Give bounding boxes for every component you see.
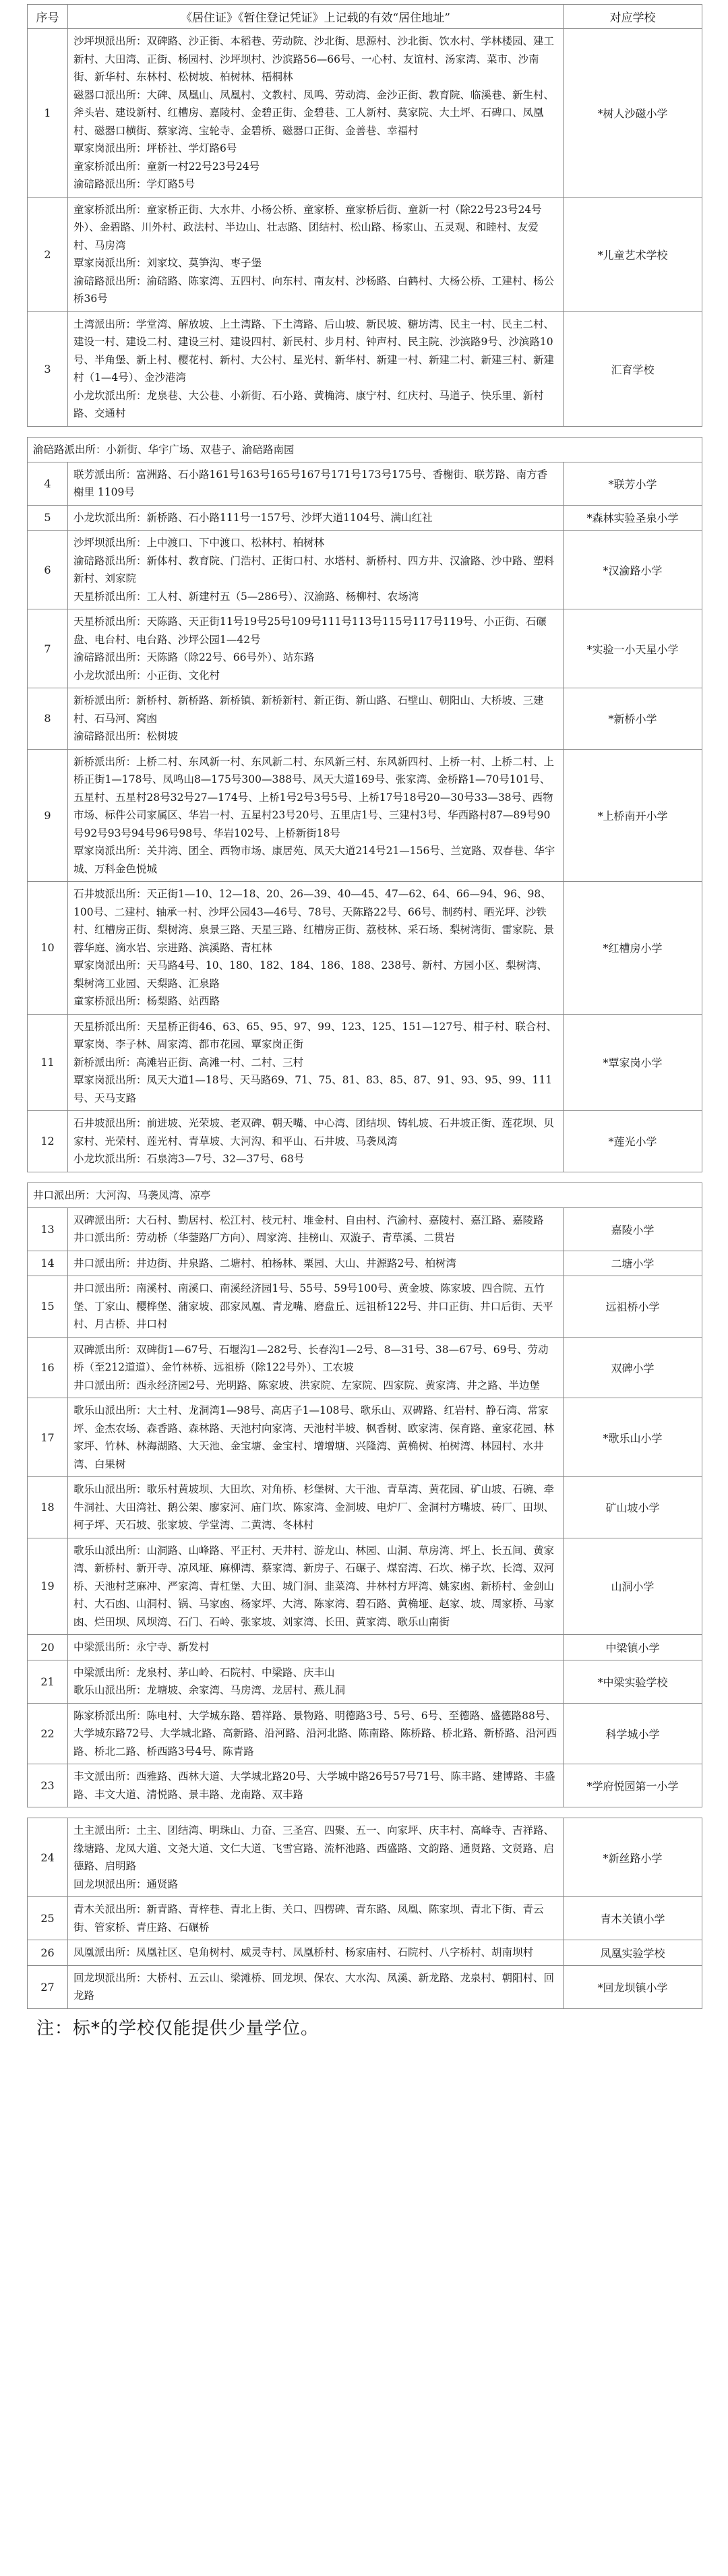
row-number: 22 — [28, 1703, 68, 1764]
school-name: *新桥小学 — [564, 688, 702, 750]
school-name: *实验一小天星小学 — [564, 609, 702, 688]
address-cell — [68, 29, 564, 198]
address-line: 石井坡派出所：天正街1—10、12—18、20、26—39、40—45、47—62、64、66—94、96、98、100号、二建村、轴承一村、沙坪公园43—46号、78号、天陈路22号、66号、制药村、晒光坪、沙铁村、红槽房正街、梨树湾、泉景三路、天星三路、红槽房正街、荔枝林、采石场、梨树湾街、雷家院、景蓉华庭、滴水岩、宗进路、滨溪路、青杠林 — [73, 888, 555, 954]
row-number: 2 — [28, 197, 68, 311]
address-cell — [68, 609, 564, 688]
school-name: *红槽房小学 — [564, 882, 702, 1015]
address-cell — [68, 688, 564, 750]
address-line: 新桥派出所：新桥村、新桥路、新桥镇、新桥新村、新正街、新山路、石壁山、朝阳山、大桥坡、三建村、石马河、窝凼 — [73, 694, 544, 725]
address-cell — [68, 1703, 564, 1764]
row-number: 21 — [28, 1660, 68, 1703]
address-cell — [68, 505, 564, 531]
school-name: *覃家岗小学 — [564, 1014, 702, 1111]
address-cell — [68, 1897, 564, 1940]
row-number: 6 — [28, 531, 68, 609]
school-name: 山洞小学 — [564, 1538, 702, 1635]
school-name: *歌乐山小学 — [564, 1398, 702, 1477]
table-row — [28, 1703, 702, 1764]
address-line: 土湾派出所：学堂湾、解放坡、上土湾路、下土湾路、后山坡、新民坡、糖坊湾、民主一村、民主二村、建设一村、建设二村、建设三村、建设四村、新民村、步月村、钟声村、民主院、沙滨路9号、沙滨路10号、半角堡、新上村、樱花村、新村、大公村、星光村、新华村、新建一村、新建二村、新建三村、新建村（1—4号）、金沙港湾 — [73, 318, 555, 384]
school-name: *莲光小学 — [564, 1111, 702, 1172]
row-number: 23 — [28, 1764, 68, 1807]
address-line: 渝碚路派出所：松树坡 — [73, 730, 179, 742]
address-line: 沙坪坝派出所：上中渡口、下中渡口、松林村、柏树林 — [73, 537, 325, 549]
table-row — [28, 688, 702, 750]
address-line: 中梁派出所：龙泉村、茅山岭、石院村、中梁路、庆丰山 — [73, 1666, 335, 1679]
address-cell — [68, 1251, 564, 1276]
address-cell — [68, 1764, 564, 1807]
address-cell — [68, 1337, 564, 1398]
address-cell — [68, 1276, 564, 1338]
school-name: 远祖桥小学 — [564, 1276, 702, 1338]
address-cell — [68, 197, 564, 311]
address-line: 小龙坎派出所：新桥路、石小路111号一157号、沙坪大道1104号、满山红社 — [73, 511, 433, 524]
address-line: 歌乐山派出所：龙塘坡、余家湾、马房湾、龙居村、燕儿洞 — [73, 1684, 346, 1696]
address-line: 丰文派出所：西雅路、西林大道、大学城北路20号、大学城中路26号57号71号、陈丰路、建博路、丰盛路、丰文大道、清悦路、景丰路、龙南路、双丰路 — [73, 1770, 555, 1801]
row-number: 4 — [28, 462, 68, 505]
address-line: 井口派出所：南溪村、南溪口、南溪经济园1号、55号、59号100号、黄金坡、陈家坡、四合院、五竹堡、丁家山、樱桦堡、蒲家坡、邵家凤凰、青龙嘴、磨盘丘、远祖桥122号、井口正街、井口后街、天平村、月古桥、井口村 — [73, 1282, 553, 1330]
address-cell — [68, 1538, 564, 1635]
table-row — [28, 1337, 702, 1398]
table-row — [28, 1398, 702, 1477]
school-name: *森林实验圣泉小学 — [564, 505, 702, 531]
address-line: 童家桥派出所：杨梨路、站西路 — [73, 995, 220, 1007]
address-line: 覃家岗派出所：凤天大道1—18号、天马路69、71、75、81、83、85、87、91、93、95、99、111号、天马支路 — [73, 1074, 553, 1104]
row-number: 11 — [28, 1014, 68, 1111]
school-name: *树人沙磁小学 — [564, 29, 702, 198]
table-row — [28, 1635, 702, 1660]
table-row — [28, 1818, 702, 1897]
row-number: 27 — [28, 1965, 68, 2008]
school-name: 科学城小学 — [564, 1703, 702, 1764]
row-number: 12 — [28, 1111, 68, 1172]
school-name: *回龙坝镇小学 — [564, 1965, 702, 2008]
school-district-table — [27, 4, 702, 2009]
address-line: 陈家桥派出所：陈电村、大学城东路、碧祥路、景物路、明德路3号、5号、6号、至德路、盛德路88号、大学城东路72号、大学城北路、高新路、沿河路、沿河北路、陈南路、陈桥路、桥北路、新桥路、沿河西路、桥北二路、桥西路3号4号、陈青路 — [73, 1709, 557, 1758]
address-cell — [68, 1111, 564, 1172]
row-number: 25 — [28, 1897, 68, 1940]
table-row — [28, 29, 702, 198]
address-line: 歌乐山派出所：山洞路、山峰路、平正村、天井村、游龙山、林园、山洞、草房湾、坪上、长五间、黄家湾、新桥村、新开寺、凉风垭、麻柳湾、蔡家湾、新房子、石碾子、煤窑湾、石坎、梯子坎、长湾、双河桥、天池村芝麻冲、严家湾、青杠堡、大田、城门洞、韭菜湾、井林村方坪湾、姚家凼、新桥村、金剑山村、大石凼、山洞村、锅、马家凼、杨家坪、大湾、陈家湾、碧石路、黄桷垭、赵家、坡、周家桥、马家凼、烂田坝、风坝湾、石门、石岭、张家坡、刘家湾、长田、黄家湾、歌乐山南街 — [73, 1544, 555, 1628]
group-header-text: 井口派出所：大河沟、马袭凤湾、凉亭 — [28, 1182, 702, 1207]
address-line: 磁器口派出所：大碑、凤凰山、凤凰村、文教村、凤鸣、劳动湾、金沙正街、教育院、临溪巷、新生村、斧头岩、建设新村、红槽房、嘉陵村、金碧正街、金碧巷、工人新村、莫家院、大土坪、石碑口、凤凰村、磁器口横街、蔡家湾、宝轮寺、金碧桥、磁器口正街、金善巷、幸福村 — [73, 88, 555, 137]
address-line: 青木关派出所：新青路、青梓巷、青北上街、关口、四楞碑、青东路、凤凰、陈家坝、青北下街、青云街、管家桥、青庄路、石碾桥 — [73, 1903, 544, 1934]
school-name: *学府悦园第一小学 — [564, 1764, 702, 1807]
table-row — [28, 1897, 702, 1940]
address-line: 回龙坝派出所：通贤路 — [73, 1878, 179, 1890]
address-line: 联芳派出所：富洲路、石小路161号163号165号167号171号173号175号、香榭街、联芳路、南方香榭里 1109号 — [73, 468, 548, 498]
group-header-text: 渝碚路派出所：小新街、华宇广场、双巷子、渝碚路南园 — [28, 437, 702, 462]
address-line: 中梁派出所：永宁寺、新发村 — [73, 1641, 210, 1653]
address-line: 渝碚路派出所：新体村、教育院、门浩村、正街口村、水塔村、新桥村、四方井、汉渝路、沙中路、塑料新村、刘家院 — [73, 554, 555, 585]
row-number: 26 — [28, 1940, 68, 1966]
address-line: 童家桥派出所：童新一村22号23号24号 — [73, 160, 260, 173]
table-row — [28, 1940, 702, 1966]
table-header-row — [28, 5, 702, 29]
address-line: 覃家岗派出所：天马路4号、10、180、182、184、186、188、238号、新村、方园小区、梨树湾、梨树湾工业园、天梨路、汇泉路 — [73, 959, 548, 990]
address-cell — [68, 462, 564, 505]
school-name: *联芳小学 — [564, 462, 702, 505]
table-row — [28, 462, 702, 505]
table-body — [28, 29, 702, 2009]
table-row — [28, 1660, 702, 1703]
row-number: 19 — [28, 1538, 68, 1635]
row-number: 17 — [28, 1398, 68, 1477]
table-row — [28, 1207, 702, 1251]
row-number: 10 — [28, 882, 68, 1015]
address-cell — [68, 1818, 564, 1897]
row-number: 24 — [28, 1818, 68, 1897]
group-separator — [28, 1807, 702, 1818]
row-number: 14 — [28, 1251, 68, 1276]
address-line: 井口派出所：井边街、井泉路、二塘村、柏杨林、栗园、大山、井源路2号、柏树湾 — [73, 1257, 456, 1269]
address-line: 小龙坎派出所：小正街、文化村 — [73, 669, 220, 682]
school-name: *汉渝路小学 — [564, 531, 702, 609]
school-name: 矿山坡小学 — [564, 1477, 702, 1538]
address-line: 天星桥派出所：天陈路、天正街11号19号25号109号111号113号115号117号119号、小正街、石碾盘、电台村、电台路、沙坪公园1—42号 — [73, 616, 547, 646]
table-row — [28, 609, 702, 688]
address-line: 天星桥派出所：天星桥正街46、63、65、95、97、99、123、125、151—127号、柑子村、联合村、覃家岗、李子林、周家湾、都市花园、覃家岗正街 — [73, 1020, 557, 1050]
address-line: 双碑派出所：双碑街1—67号、石堰沟1—282号、长春沟1—2号、8—31号、38—67号、69号、劳动桥（至212道道）、金竹林桥、远祖桥（除122号外）、工农坡 — [73, 1343, 549, 1373]
address-line: 渝碚路派出所：学灯路5号 — [73, 178, 195, 190]
row-number: 16 — [28, 1337, 68, 1398]
table-row — [28, 505, 702, 531]
address-cell — [68, 1940, 564, 1966]
table-row — [28, 311, 702, 426]
school-name: 青木关镇小学 — [564, 1897, 702, 1940]
table-row — [28, 1965, 702, 2008]
school-name: *中梁实验学校 — [564, 1660, 702, 1703]
school-name: 双碑小学 — [564, 1337, 702, 1398]
address-cell — [68, 1207, 564, 1251]
table-row — [28, 1276, 702, 1338]
address-line: 小龙坎派出所：龙泉巷、大公巷、小新街、石小路、黄桷湾、康宁村、红庆村、马道子、快乐里、新村路、交通村 — [73, 389, 544, 419]
address-cell — [68, 1660, 564, 1703]
header-no: 序号 — [28, 5, 68, 29]
row-number: 20 — [28, 1635, 68, 1660]
table-row — [28, 1764, 702, 1807]
address-cell — [68, 1635, 564, 1660]
table-row — [28, 531, 702, 609]
row-number: 7 — [28, 609, 68, 688]
address-cell — [68, 749, 564, 882]
address-cell — [68, 1014, 564, 1111]
school-name: *上桥南开小学 — [564, 749, 702, 882]
address-line: 井口派出所：劳动桥（华蓥路厂方向）、周家湾、挂榜山、双漩子、青草溪、二贯岩 — [73, 1232, 455, 1244]
address-line: 覃家岗派出所：坪桥社、学灯路6号 — [73, 142, 237, 154]
table-row — [28, 1251, 702, 1276]
address-cell — [68, 1477, 564, 1538]
address-line: 双碑派出所：大石村、勤居村、松江村、枝元村、堆金村、自由村、汽渝村、嘉陵村、嘉江路、嘉陵路 — [73, 1214, 544, 1226]
row-number: 13 — [28, 1207, 68, 1251]
school-name: *新丝路小学 — [564, 1818, 702, 1897]
footnote: 注：标*的学校仅能提供少量学位。 — [36, 2018, 320, 2039]
address-line: 歌乐山派出所：歌乐村黄坡坝、大田坎、对角桥、杉堡树、大干池、青草湾、黄花园、矿山坡、石碗、牵牛洞社、大田湾社、鹅公架、廖家河、庙门坎、陈家湾、金洞坡、电炉厂、金洞村方嘴坡、砖厂、田坝、柯子坪、天石坡、张家坡、学堂湾、二黄湾、冬林村 — [73, 1483, 555, 1531]
group-separator — [28, 426, 702, 437]
address-line: 天星桥派出所：工人村、新建村五（5—286号）、汉渝路、杨柳村、农场湾 — [73, 590, 419, 603]
address-line: 凤凰派出所：凤凰社区、皂角树村、威灵寺村、凤凰桥村、杨家庙村、石院村、八字桥村、胡南坝村 — [73, 1946, 534, 1958]
table-row — [28, 1538, 702, 1635]
school-name: 汇育学校 — [564, 311, 702, 426]
address-line: 回龙坝派出所：大桥村、五云山、梁滩桥、回龙坝、保农、大水沟、凤溪、新龙路、龙泉村、朝阳村、回龙路 — [73, 1971, 555, 2002]
row-number: 5 — [28, 505, 68, 531]
table-row — [28, 197, 702, 311]
group-separator — [28, 1172, 702, 1182]
address-line: 覃家岗派出所：关井湾、团全、西物市场、康居苑、凤天大道214号21—156号、兰宽路、双春巷、华宇城、万科金色悦城 — [73, 845, 555, 875]
group-header-row — [28, 437, 702, 462]
table-row — [28, 749, 702, 882]
address-line: 石井坡派出所：前进坡、光荣坡、老双碑、朝天嘴、中心湾、团结坝、铸轧坡、石井坡正街、莲花坝、贝家村、光荣村、莲光村、青草坡、大河沟、和平山、石井坡、马袭凤湾 — [73, 1117, 555, 1147]
row-number: 18 — [28, 1477, 68, 1538]
school-name: 嘉陵小学 — [564, 1207, 702, 1251]
address-cell — [68, 1965, 564, 2008]
header-address: 《居住证》《暂住登记凭证》上记载的有效“居住地址” — [68, 5, 564, 29]
address-cell — [68, 311, 564, 426]
school-name: 凤凰实验学校 — [564, 1940, 702, 1966]
header-school: 对应学校 — [564, 5, 702, 29]
address-line: 井口派出所：西永经济园2号、光明路、陈家坡、洪家院、左家院、四家院、黄家湾、井之路、半边堡 — [73, 1379, 540, 1391]
address-cell — [68, 1398, 564, 1477]
address-line: 渝碚路派出所：渝碚路、陈家湾、五四村、向东村、南友村、沙杨路、白鹤村、大杨公桥、工建村、杨公桥36号 — [73, 274, 555, 305]
school-name: 二塘小学 — [564, 1251, 702, 1276]
table-row — [28, 1477, 702, 1538]
row-number: 9 — [28, 749, 68, 882]
table-row — [28, 1111, 702, 1172]
address-line: 覃家岗派出所：刘家坟、莫笋沟、枣子堡 — [73, 257, 262, 269]
address-line: 土主派出所：土主、团结湾、明珠山、力奋、三圣宫、四聚、五一、向家坪、庆丰村、高峰寺、吉祥路、缘塘路、龙凤大道、文尧大道、文仁大道、飞雪宫路、流杯池路、西盛路、文韵路、通贤路、文贤路、启德路、启明路 — [73, 1824, 555, 1872]
address-line: 沙坪坝派出所：双碑路、沙正街、本稻巷、劳动院、沙北街、思源村、沙北街、饮水村、学林楼园、建工新村、大田湾、正街、杨园村、沙坪坝村、沙滨路56—66号、一心村、友谊村、汤家湾、菜市、沙南街、新华村、东林村、松树坡、柏树林、梧桐林 — [73, 35, 555, 83]
row-number: 15 — [28, 1276, 68, 1338]
address-line: 渝碚路派出所：天陈路（除22号、66号外）、站东路 — [73, 651, 315, 663]
address-line: 歌乐山派出所：大土村、龙洞湾1—98号、高店子1—108号、歌乐山、双碑路、红岩村、静石湾、常家坪、金杰农场、森香路、森林路、天池村向家湾、天池村半坡、枫香树、欧家湾、保育路、童家花园、林家坪、竹林、林海湖路、大天池、金宝塘、金宝村、增增塘、兴隆湾、黄桷树、柏树湾、林园村、水井湾、白果树 — [73, 1404, 555, 1470]
school-name: *儿童艺术学校 — [564, 197, 702, 311]
address-line: 童家桥派出所：童家桥正街、大水井、小杨公桥、童家桥、童家桥后街、童新一村（除22号23号24号外）、金碧路、川外村、政法村、半边山、壮志路、团结村、松山路、杨家山、五灵观、和睦村、友爱村、马房湾 — [73, 203, 542, 251]
address-line: 小龙坎派出所：石泉湾3—7号、32—37号、68号 — [73, 1153, 305, 1165]
address-line: 新桥派出所：高滩岩正街、高滩一村、二村、三村 — [73, 1056, 304, 1069]
row-number: 1 — [28, 29, 68, 198]
address-line: 新桥派出所：上桥二村、东风新一村、东风新二村、东风新三村、东风新四村、上桥一村、上桥二村、上桥正街1—178号、凤鸣山8—175号300—388号、凤天大道169号、张家湾、金桥路1—70号101号、五星村、五星村28号32号27—174号、上桥1号2号3号5号、上桥17号18号20—30号33—38号、西物市场、标件公司家属区、华岩一村、五星村23号20号、五里店1号、三建村3号、华西路村87—89号90号92号93号94号96号98号、华岩102号、上桥新街18号 — [73, 755, 555, 839]
table-row — [28, 1014, 702, 1111]
address-cell — [68, 882, 564, 1015]
address-cell — [68, 531, 564, 609]
school-name: 中梁镇小学 — [564, 1635, 702, 1660]
table-row — [28, 882, 702, 1015]
row-number: 8 — [28, 688, 68, 750]
group-header-row — [28, 1182, 702, 1207]
row-number: 3 — [28, 311, 68, 426]
